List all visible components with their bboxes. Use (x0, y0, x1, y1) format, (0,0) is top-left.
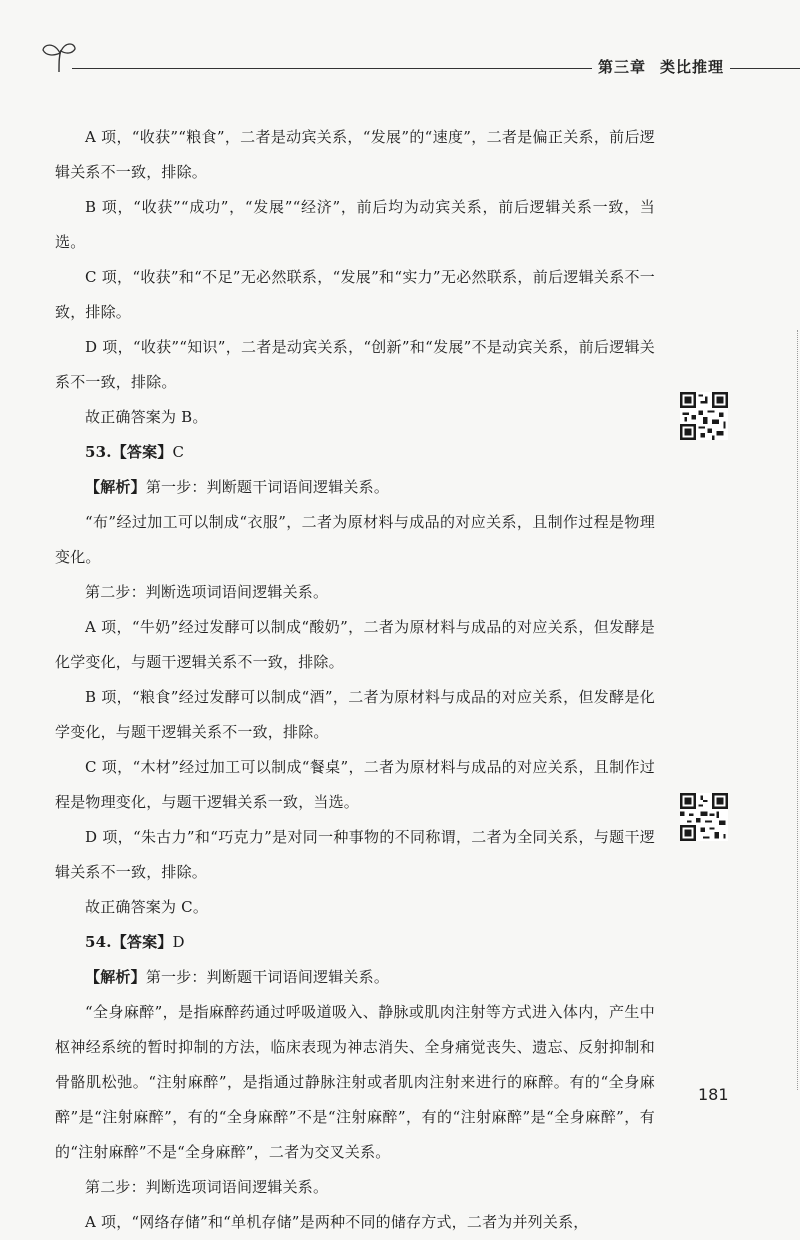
page-edge-shadow (793, 330, 798, 1090)
option-d-paragraph: D 项，“收获”“知识”，二者是动宾关系，“创新”和“发展”不是动宾关系，前后逻辑关系不一致，排除。 (55, 338, 655, 391)
option-c-paragraph: C 项，“收获”和“不足”无必然联系，“发展”和“实力”无必然联系，前后逻辑关系不一致，排除。 (55, 268, 655, 321)
option-b-paragraph: B 项，“粮食”经过发酵可以制成“酒”，二者为原材料与成品的对应关系，但发酵是化学变化，与题干逻辑关系不一致，排除。 (55, 688, 655, 741)
chapter-number: 第三章 (598, 58, 647, 76)
option-d-paragraph: D 项，“朱古力”和“巧克力”是对同一种事物的不同称谓，二者为全同关系，与题干逻辑关系不一致，排除。 (55, 828, 655, 881)
analysis-label: 【解析】 (85, 478, 146, 496)
answer-label: 54.【答案】 (85, 933, 173, 951)
answer-54: 54.【答案】D (85, 933, 185, 951)
stem-explanation: “布”经过加工可以制成“衣服”，二者为原材料与成品的对应关系，且制作过程是物理变化。 (55, 513, 655, 566)
analysis-53-step1: 【解析】第一步：判断题干词语间逻辑关系。 (85, 478, 390, 496)
analysis-label: 【解析】 (85, 968, 146, 986)
option-c-paragraph: C 项，“木材”经过加工可以制成“餐桌”，二者为原材料与成品的对应关系，且制作过程是物理变化，与题干逻辑关系一致，当选。 (55, 758, 655, 811)
chapter-title: 类比推理 (660, 58, 725, 76)
page-body (55, 120, 655, 1240)
running-header (0, 0, 800, 90)
qr-code-icon[interactable] (680, 793, 728, 841)
analysis-54-step1: 【解析】第一步：判断题干词语间逻辑关系。 (85, 968, 390, 986)
step2-heading: 第二步：判断选项词语间逻辑关系。 (85, 583, 329, 601)
answer-conclusion: 故正确答案为 B。 (85, 408, 208, 426)
answer-conclusion: 故正确答案为 C。 (85, 898, 209, 916)
stem-explanation: “全身麻醉”，是指麻醉药通过呼吸道吸入、静脉或肌肉注射等方式进入体内，产生中枢神经系统的暂时抑制的方法，临床表现为神志消失、全身痛觉丧失、遗忘、反射抑制和骨骼肌松弛。“注射麻醉”，是指通过静脉注射或者肌肉注射来进行的麻醉。有的“全身麻醉”是“注射麻醉”，有的“全身麻醉”不是“注射麻醉”，有的“注射麻醉”是“全身麻醉”，有的“注射麻醉”不是“全身麻醉”，二者为交叉关系。 (55, 1003, 655, 1161)
qr-code-icon[interactable] (680, 392, 728, 440)
chapter-heading (592, 56, 730, 77)
option-a-paragraph: A 项，“牛奶”经过发酵可以制成“酸奶”，二者为原材料与成品的对应关系，但发酵是化学变化，与题干逻辑关系不一致，排除。 (55, 618, 655, 671)
answer-label: 53.【答案】 (85, 443, 173, 461)
option-a-paragraph: A 项，“网络存储”和“单机存储”是两种不同的储存方式，二者为并列关系， (85, 1213, 589, 1231)
option-a-paragraph: A 项，“收获”“粮食”，二者是动宾关系，“发展”的“速度”，二者是偏正关系，前后逻辑关系不一致，排除。 (55, 128, 655, 181)
answer-53: 53.【答案】C (85, 443, 185, 461)
page-number: 181 (698, 1085, 729, 1104)
step2-heading: 第二步：判断选项词语间逻辑关系。 (85, 1178, 329, 1196)
option-b-paragraph: B 项，“收获”“成功”，“发展”“经济”，前后均为动宾关系，前后逻辑关系一致，当选。 (55, 198, 655, 251)
